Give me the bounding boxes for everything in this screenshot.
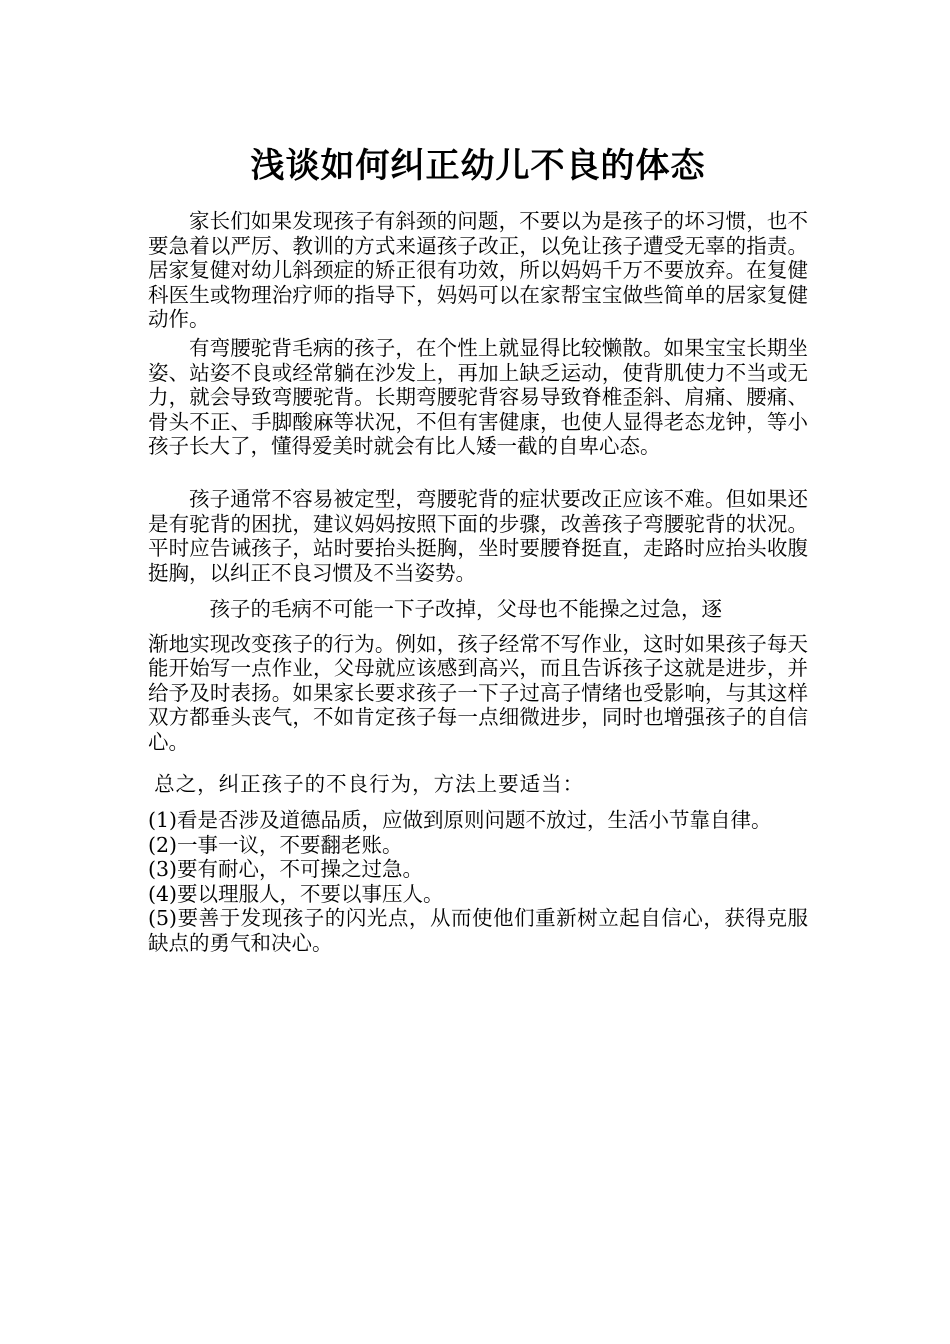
paragraph-patience-body: 渐地实现改变孩子的行为。例如，孩子经常不写作业，这时如果孩子每天能开始写一点作业，父母就应该感到高兴，而且告诉孩子这就是进步，并给予及时表扬。如果家长要求孩子一下子过高子情绪也受影响，与其这样双方都垂头丧气，不如肯定孩子每一点细微进步，同时也增强孩子的自信心。: [148, 631, 808, 754]
document-title: 浅谈如何纠正幼儿不良的体态: [250, 146, 706, 186]
method-list: [148, 808, 808, 955]
list-item: (1)看是否涉及道德品质，应做到原则问题不放过，生活小节靠自律。: [148, 808, 772, 832]
paragraph-torticollis: 家长们如果发现孩子有斜颈的问题，不要以为是孩子的坏习惯，也不要急着以严厉、教训的方式来逼孩子改正，以免让孩子遭受无辜的指责。居家复健对幼儿斜颈症的矫正很有功效，所以妈妈千万不要放弃。在复健科医生或物理治疗师的指导下，妈妈可以在家帮宝宝做些简单的居家复健动作。: [148, 209, 808, 331]
paragraph-patience: [148, 597, 808, 754]
list-item: (4)要以理服人，不要以事压人。: [148, 881, 444, 906]
summary-line: 总之，纠正孩子的不良行为，方法上要适当：: [154, 772, 585, 796]
list-item: (3)要有耐心，不可操之过急。: [148, 857, 424, 881]
paragraph-patience-first-line: 孩子的毛病不可能一下子改掉，父母也不能操之过急，逐: [209, 597, 722, 621]
paragraph-hunchback: 有弯腰驼背毛病的孩子，在个性上就显得比较懒散。如果宝宝长期坐姿、站姿不良或经常躺在沙发上，再加上缺乏运动，使背肌使力不当或无力，就会导致弯腰驼背。长期弯腰驼背容易导致脊椎歪斜、肩痛、腰痛、骨头不正、手脚酸麻等状况，不但有害健康，也使人显得老态龙钟，等小孩子长大了，懂得爱美时就会有比人矮一截的自卑心态。: [148, 336, 808, 458]
list-item: (2)一事一议，不要翻老账。: [148, 832, 403, 857]
list-item: (5)要善于发现孩子的闪光点，从而使他们重新树立起自信心，获得克服缺点的勇气和决心。: [148, 906, 808, 955]
paragraph-correction-steps: 孩子通常不容易被定型，弯腰驼背的症状要改正应该不难。但如果还是有驼背的困扰，建议妈妈按照下面的步骤，改善孩子弯腰驼背的状况。平时应告诫孩子，站时要抬头挺胸，坐时要腰脊挺直，走路时应抬头收腹挺胸，以纠正不良习惯及不当姿势。: [148, 487, 808, 585]
